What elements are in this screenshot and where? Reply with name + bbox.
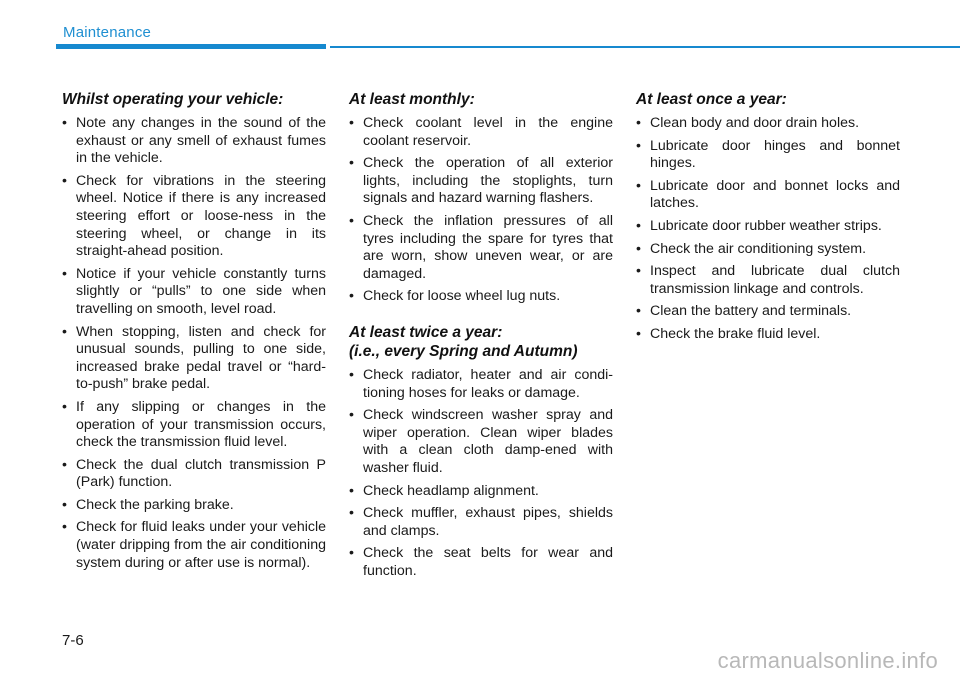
header-rule-accent — [56, 44, 326, 49]
list-item: • Check the operation of all exterior lights, including the stoplights, turn signals and hazard warning flashers. — [349, 155, 613, 208]
checklist — [62, 115, 326, 572]
list-item: • Lubricate door and bonnet locks and latches. — [636, 178, 900, 213]
list-item: • Notice if your vehicle constantly turns slightly or “pulls” to one side when travelling on smooth, level road. — [62, 266, 326, 319]
list-item: • Clean the battery and terminals. — [636, 303, 900, 321]
column-3 — [636, 90, 900, 349]
list-item: • Note any changes in the sound of the exhaust or any smell of exhaust fumes in the vehicle. — [62, 115, 326, 168]
checklist — [636, 115, 900, 344]
list-item: • Check the inflation pressures of all tyres including the spare for tyres that are worn, show uneven wear, or are damaged. — [349, 213, 613, 283]
list-item: • Check the air conditioning system. — [636, 241, 900, 259]
list-item: • Check for fluid leaks under your vehicle (water dripping from the air conditioning system during or after use is normal). — [62, 519, 326, 572]
list-item: • If any slipping or changes in the operation of your transmission occurs, check the transmission fluid level. — [62, 399, 326, 452]
list-item: • Check muffler, exhaust pipes, shields and clamps. — [349, 505, 613, 540]
list-item: • Check for loose wheel lug nuts. — [349, 288, 613, 306]
header-rule — [330, 46, 960, 48]
section-heading: At least twice a year: (i.e., every Spring and Autumn) — [349, 323, 578, 360]
column-1 — [62, 90, 326, 577]
column-2 — [349, 90, 613, 585]
list-item: • Check for vibrations in the steering wheel. Notice if there is any increased steering effort or loose-ness in the steering wheel, or change in its straight-ahead position. — [62, 173, 326, 261]
list-item: • Check windscreen washer spray and wiper operation. Clean wiper blades with a clean cloth damp-ened with washer fluid. — [349, 407, 613, 477]
section-heading: At least monthly: — [349, 91, 475, 108]
section-heading: Whilst operating your vehicle: — [62, 91, 284, 108]
section-heading: At least once a year: — [636, 91, 787, 108]
list-item: • Clean body and door drain holes. — [636, 115, 900, 133]
list-item: • Check radiator, heater and air condi-tioning hoses for leaks or damage. — [349, 367, 613, 402]
section-title: Maintenance — [63, 24, 152, 41]
list-item: • Inspect and lubricate dual clutch transmission linkage and controls. — [636, 263, 900, 298]
list-item: • Check the parking brake. — [62, 497, 326, 515]
checklist — [349, 367, 613, 581]
list-item: • Lubricate door rubber weather strips. — [636, 218, 900, 236]
list-item: • Check headlamp alignment. — [349, 483, 613, 501]
watermark: carmanualsonline.info — [717, 648, 938, 673]
list-item: • Check the dual clutch transmission P (Park) function. — [62, 457, 326, 492]
list-item: • Check coolant level in the engine coolant reservoir. — [349, 115, 613, 150]
list-item: • Check the seat belts for wear and function. — [349, 545, 613, 580]
checklist — [349, 115, 613, 306]
page-number: 7-6 — [62, 632, 84, 649]
list-item: • When stopping, listen and check for unusual sounds, pulling to one side, increased brake pedal travel or “hard-to-push” brake pedal. — [62, 324, 326, 394]
list-item: • Lubricate door hinges and bonnet hinges. — [636, 138, 900, 173]
list-item: • Check the brake fluid level. — [636, 326, 900, 344]
